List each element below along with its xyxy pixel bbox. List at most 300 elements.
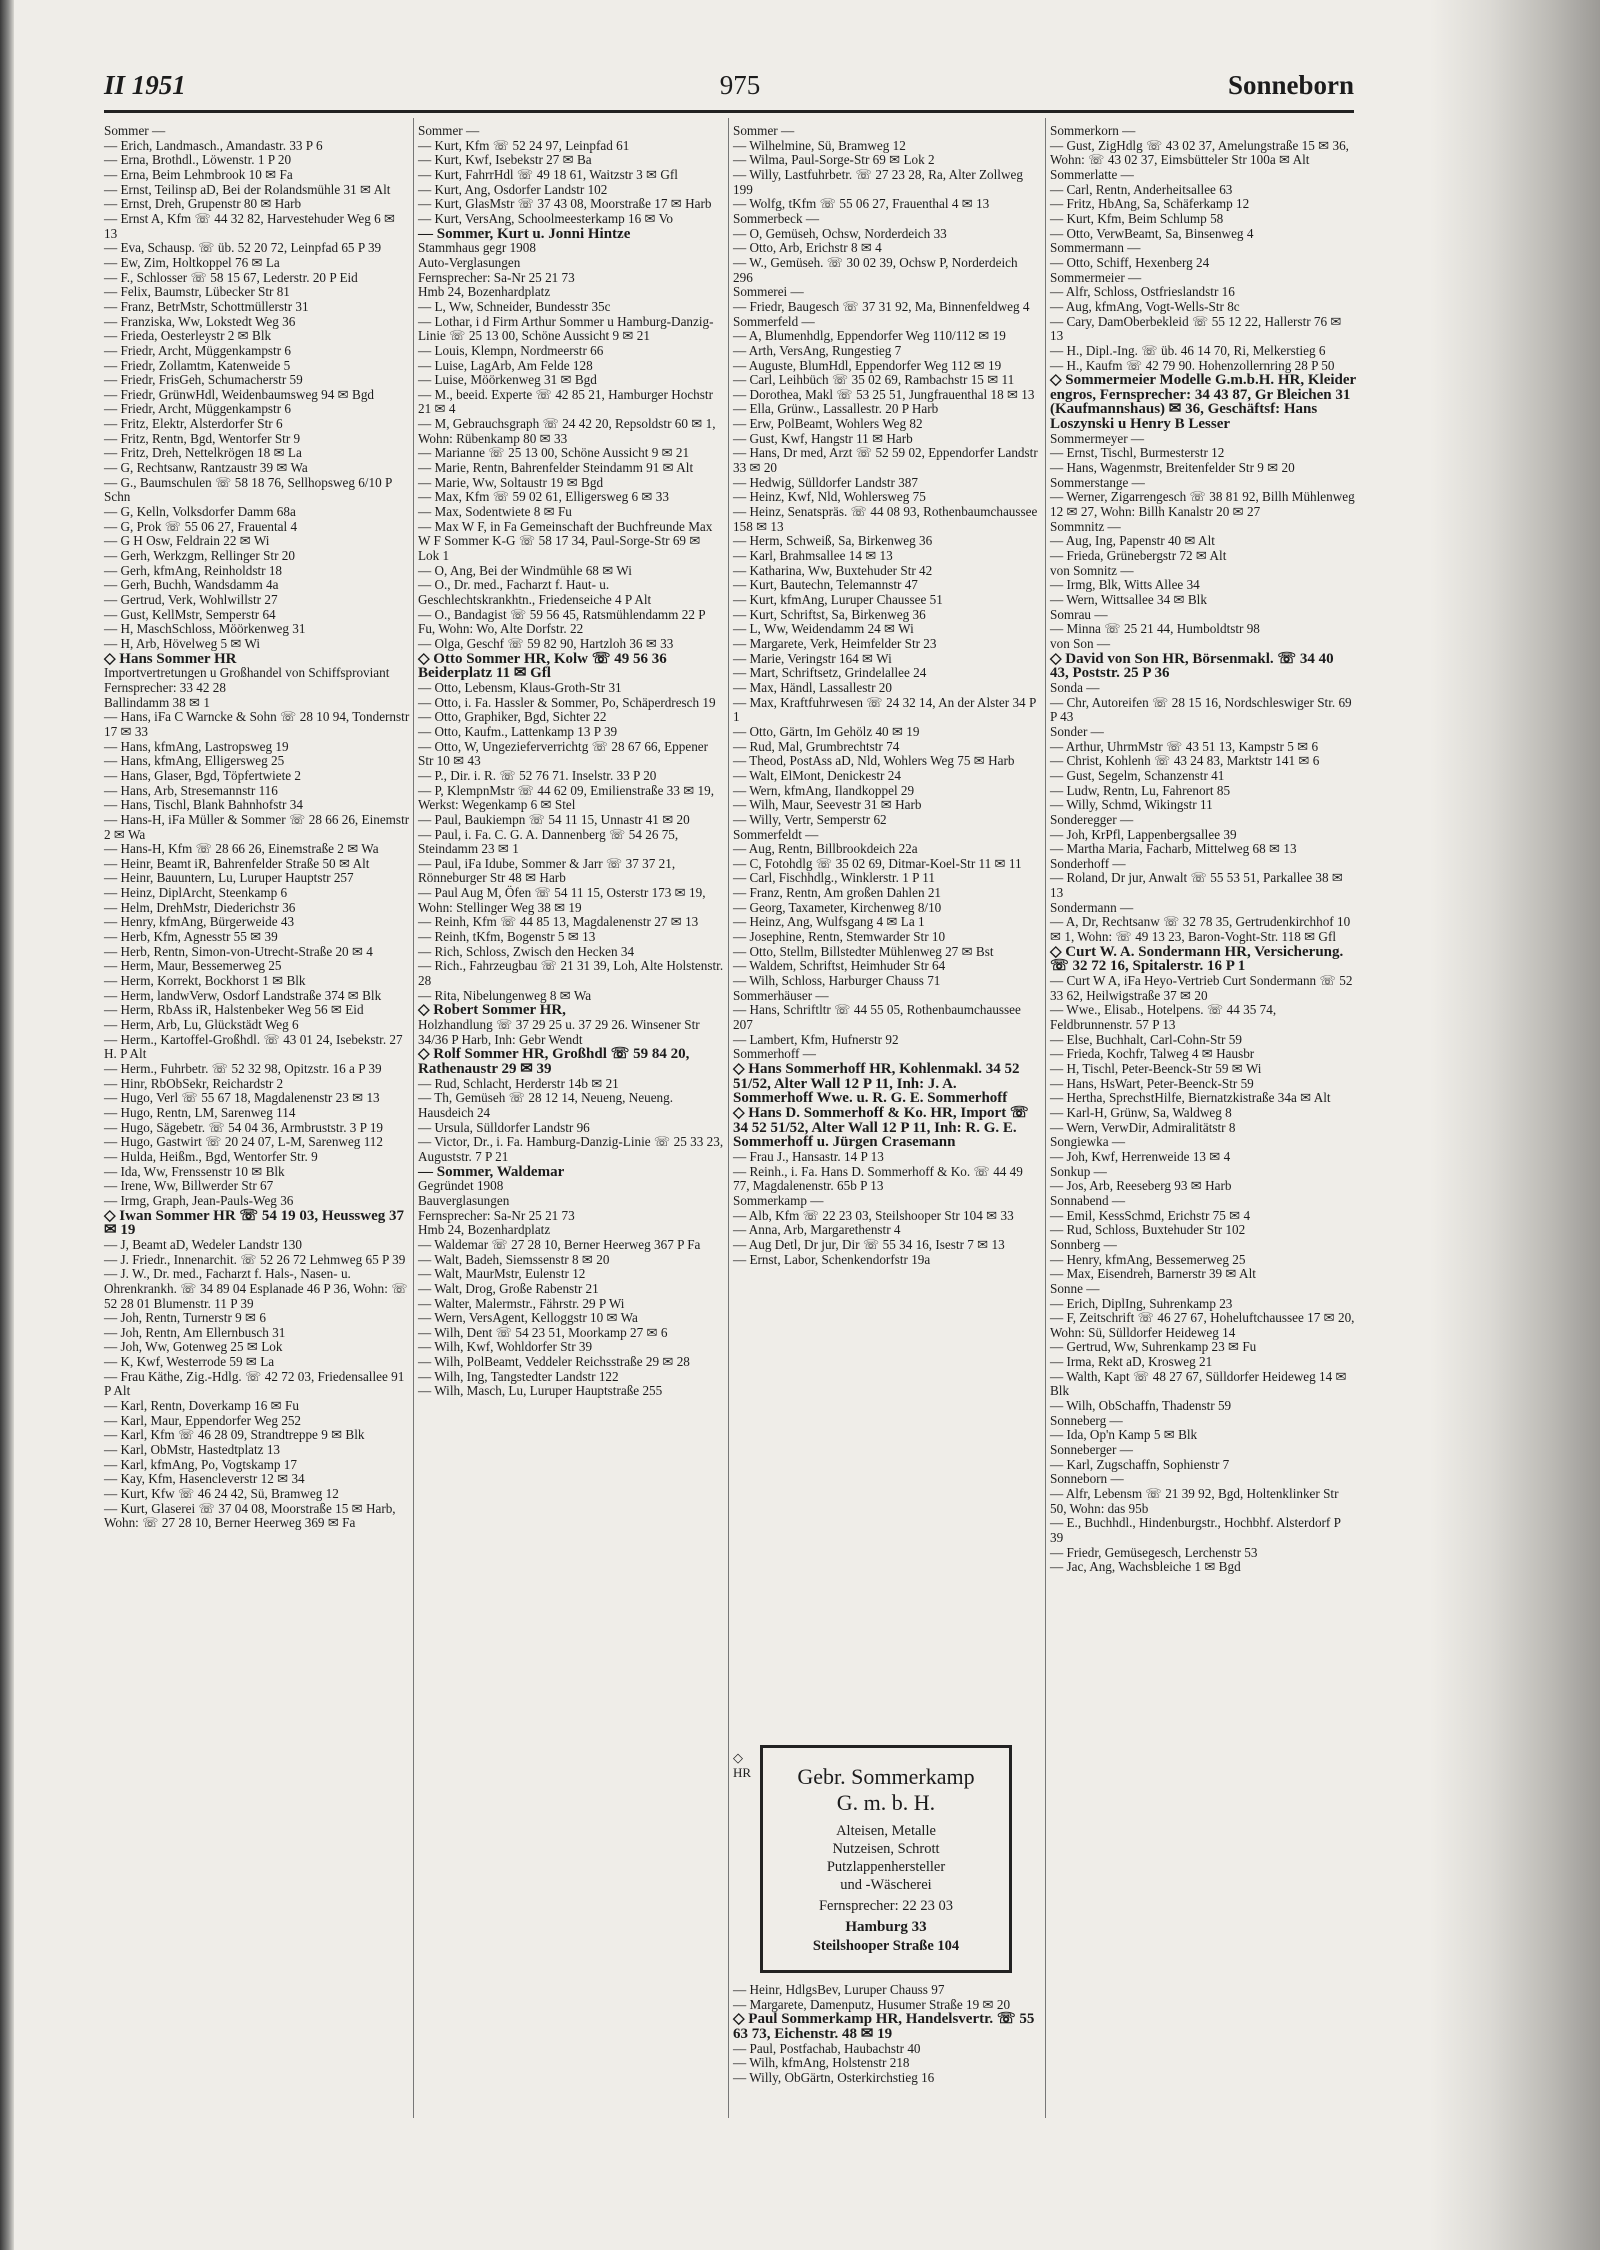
directory-entry: — Max, Kfm ☏ 59 02 61, Elligersweg 6 ✉ 33 xyxy=(418,489,669,505)
directory-entry: ◇ Hans D. Sommerhoff & Ko. HR, Import ☏ 34 52 51/52, Alter Wall 12 P 11, Inh: R. G. E. Sommerhoff u. Jürgen Crasemann xyxy=(733,1104,1029,1151)
directory-entry: — Alb, Kfm ☏ 22 23 03, Steilshooper Str 104 ✉ 33 xyxy=(733,1207,1014,1223)
directory-entry: Ballindamm 38 ✉ 1 xyxy=(104,694,210,710)
directory-entry: — Joh, Rentn, Am Ellernbusch 31 xyxy=(104,1324,286,1340)
directory-entry: — Hertha, SprechstHilfe, Biernatzkistraße 34a ✉ Alt xyxy=(1050,1090,1331,1106)
directory-entry: — H, Arb, Hövelweg 5 ✉ Wi xyxy=(104,635,261,651)
directory-entry: — Otto, Gärtn, Im Gehölz 40 ✉ 19 xyxy=(733,723,920,739)
directory-column-3-continued xyxy=(733,1983,1039,2086)
directory-entry: — P, KlempnMstr ☏ 44 62 09, Emilienstraße 33 ✉ 19, Werkst: Wegenkamp 6 ✉ Stel xyxy=(418,782,715,813)
directory-entry: Sommerei — xyxy=(733,284,804,300)
directory-entry: — Reinh, Kfm ☏ 44 85 13, Magdalenenstr 27 ✉ 13 xyxy=(418,914,699,930)
directory-entry: — Hugo, Sägebetr. ☏ 54 04 36, Armbruststr. 3 P 19 xyxy=(104,1119,384,1135)
directory-entry: — Mart, Schriftsetz, Grindelallee 24 xyxy=(733,665,927,681)
directory-entry: Sonne — xyxy=(1050,1280,1100,1296)
directory-entry: — Sommer, Waldemar xyxy=(418,1163,565,1180)
directory-entry: Sommerfeld — xyxy=(733,313,815,329)
directory-entry: — Heinz, DiplArcht, Steenkamp 6 xyxy=(104,885,288,901)
directory-entry: — Joh, Ww, Gotenweg 25 ✉ Lok xyxy=(104,1339,283,1355)
directory-entry: — Otto, W, Ungezieferverrichtg ☏ 28 67 66, Eppener Str 10 ✉ 43 xyxy=(418,738,709,769)
directory-entry: Hmb 24, Bozenhardplatz xyxy=(418,284,551,300)
directory-entry: — Reinh., i. Fa. Hans D. Sommerhoff & Ko. ☏ 44 49 77, Magdalenenstr. 65b P 13 xyxy=(733,1163,1023,1194)
header-rule xyxy=(104,110,1354,113)
directory-entry: — Emil, KessSchmd, Erichstr 75 ✉ 4 xyxy=(1050,1207,1251,1223)
directory-entry: — Victor, Dr., i. Fa. Hamburg-Danzig-Linie ☏ 25 33 23, Auguststr. 7 P 21 xyxy=(418,1134,724,1164)
directory-entry: — Ernst A, Kfm ☏ 44 32 82, Harvestehuder Weg 6 ✉ 13 xyxy=(104,210,396,241)
directory-entry: — Gust, Segelm, Schanzenstr 41 xyxy=(1050,767,1225,783)
directory-entry: — Wilh, Kwf, Wohldorfer Str 39 xyxy=(418,1339,593,1355)
directory-entry: — P., Dir. i. R. ☏ 52 76 71. Inselstr. 33 P 20 xyxy=(418,767,657,783)
directory-entry: — Hulda, Heißm., Bgd, Wentorfer Str. 9 xyxy=(104,1148,318,1164)
ad-phone: Fernsprecher: 22 23 03 xyxy=(818,1898,954,1914)
directory-entry: — O., Bandagist ☏ 59 56 45, Ratsmühlendamm 22 P Fu, Wohn: Wo, Alte Dorfstr. 22 xyxy=(418,606,706,637)
directory-entry: — Paul Aug M, Öfen ☏ 54 11 15, Osterstr 173 ✉ 19, Wohn: Stellinger Weg 38 ✉ 19 xyxy=(418,885,706,915)
directory-entry: — Marie, Rentn, Bahrenfelder Steindamm 91 ✉ Alt xyxy=(418,460,694,476)
directory-entry: — Hans, Tischl, Blank Bahnhofstr 34 xyxy=(104,797,303,813)
directory-entry: ◇ Rolf Sommer HR, Großhdl ☏ 59 84 20, Rathenaustr 29 ✉ 39 xyxy=(418,1046,690,1077)
directory-entry: — Wilh, ObSchaffn, Thadenstr 59 xyxy=(1050,1398,1232,1414)
directory-entry: — Herm., Kartoffel-Großhdl. ☏ 43 01 24, Isebekstr. 27 H. P Alt xyxy=(104,1031,403,1062)
directory-entry: — Paul, Postfachab, Haubachstr 40 xyxy=(733,2040,921,2056)
directory-entry: — Rich., Fahrzeugbau ☏ 21 31 39, Loh, Alte Holstenstr. 28 xyxy=(418,958,724,989)
directory-entry: — Max, Sodentwiete 8 ✉ Fu xyxy=(418,504,572,520)
directory-entry: — Kurt, Kfm, Beim Schlump 58 xyxy=(1050,210,1224,226)
directory-entry: — Hans, Dr med, Arzt ☏ 52 59 02, Eppendorfer Landstr 33 ✉ 20 xyxy=(733,445,1038,476)
directory-entry: — Erna, Brothdl., Löwenstr. 1 P 20 xyxy=(104,152,292,168)
directory-entry: — Chr, Autoreifen ☏ 28 15 16, Nordschleswiger Str. 69 P 43 xyxy=(1050,694,1352,725)
directory-entry: Holzhandlung ☏ 37 29 25 u. 37 29 26. Winsener Str 34/36 P Harb, Inh: Gebr Wendt xyxy=(418,1017,700,1047)
directory-entry: — Ida, Ww, Frenssenstr 10 ✉ Blk xyxy=(104,1163,285,1179)
directory-column-3 xyxy=(733,124,1039,1267)
directory-entry: — Karl, ObMstr, Hastedtplatz 13 xyxy=(104,1442,281,1458)
directory-entry: — Max, Händl, Lassallestr 20 xyxy=(733,679,892,695)
directory-entry: — Willy, Vertr, Semperstr 62 xyxy=(733,811,887,827)
directory-entry: — Gerh, kfmAng, Reinholdstr 18 xyxy=(104,562,283,578)
directory-entry: — Kurt, Glaserei ☏ 37 04 08, Moorstraße 15 ✉ Harb, Wohn: ☏ 27 28 10, Berner Heerweg 369 ✉ Fa xyxy=(104,1500,396,1531)
directory-entry: — L, Ww, Schneider, Bundesstr 35c xyxy=(418,298,611,314)
directory-entry: — Wern, VerwDir, Admiralitätstr 8 xyxy=(1050,1119,1236,1135)
directory-entry: — Kurt, Kfm ☏ 52 24 97, Leinpfad 61 xyxy=(418,137,630,153)
directory-entry: — Otto, Stellm, Billstedter Mühlenweg 27 ✉ Bst xyxy=(733,943,994,959)
ad-street: Steilshooper Straße 104 xyxy=(812,1938,960,1954)
column-divider xyxy=(413,118,414,2118)
directory-entry: — Wilh, Schloss, Harburger Chauss 71 xyxy=(733,973,941,989)
directory-entry: Sonderegger — xyxy=(1050,811,1134,827)
directory-entry: — Fritz, Rentn, Bgd, Wentorfer Str 9 xyxy=(104,430,301,446)
directory-entry: — Otto, i. Fa. Hassler & Sommer, Po, Schäperdresch 19 xyxy=(418,694,716,710)
directory-entry: — Hans, HsWart, Peter-Beenck-Str 59 xyxy=(1050,1075,1254,1091)
directory-entry: — G., Baumschulen ☏ 58 18 76, Sellhopsweg 6/10 P Schn xyxy=(104,474,392,505)
directory-entry: Importvertretungen u Großhandel von Schiffsproviant xyxy=(104,665,390,681)
ad-service-line: Putzlappenhersteller xyxy=(826,1859,946,1875)
directory-entry: — K, Kwf, Westerrode 59 ✉ La xyxy=(104,1354,275,1370)
directory-entry: — G, Prok ☏ 55 06 27, Frauental 4 xyxy=(104,518,298,534)
directory-entry: ◇ Robert Sommer HR, xyxy=(418,1002,566,1019)
directory-entry: — Rud, Schlacht, Herderstr 14b ✉ 21 xyxy=(418,1075,619,1091)
directory-entry: — Arth, VersAng, Rungestieg 7 xyxy=(733,342,902,358)
directory-entry: — Karl, Brahmsallee 14 ✉ 13 xyxy=(733,548,893,564)
directory-entry: — Friedr, Baugesch ☏ 37 31 92, Ma, Binnenfeldweg 4 xyxy=(733,298,1030,314)
directory-entry: — Hans, Arb, Stresemannstr 116 xyxy=(104,782,278,798)
directory-entry: — M., beeid. Experte ☏ 42 85 21, Hamburger Hochstr 21 ✉ 4 xyxy=(418,386,713,417)
directory-entry: ◇ Paul Sommerkamp HR, Handelsvertr. ☏ 55 63 73, Eichenstr. 48 ✉ 19 xyxy=(733,2011,1035,2042)
directory-entry: Stammhaus gegr 1908 xyxy=(418,240,536,256)
directory-entry: ◇ Iwan Sommer HR ☏ 54 19 03, Heussweg 37 ✉ 19 xyxy=(104,1207,405,1239)
directory-entry: — Kurt, GlasMstr ☏ 37 43 08, Moorstraße 17 ✉ Harb xyxy=(418,196,712,212)
directory-entry: — Wilh, kfmAng, Holstenstr 218 xyxy=(733,2055,910,2071)
directory-entry: — Carl, Fischhdlg., Winklerstr. 1 P 11 xyxy=(733,870,935,886)
directory-entry: — G, Kelln, Volksdorfer Damm 68a xyxy=(104,504,296,520)
directory-entry: — Otto, Lebensm, Klaus-Groth-Str 31 xyxy=(418,679,622,695)
directory-entry: — Reinh, tKfm, Bogenstr 5 ✉ 13 xyxy=(418,929,596,945)
ad-service-line: Alteisen, Metalle xyxy=(836,1823,936,1839)
directory-entry: — Karl-H, Grünw, Sa, Waldweg 8 xyxy=(1050,1104,1232,1120)
directory-entry: — Herm, Korrekt, Bockhorst 1 ✉ Blk xyxy=(104,973,306,989)
directory-entry: — Gertrud, Verk, Wohlwillstr 27 xyxy=(104,592,278,607)
directory-entry: — Sommer, Kurt u. Jonni Hintze xyxy=(418,225,631,242)
directory-entry: — Joh, Rentn, Turnerstr 9 ✉ 6 xyxy=(104,1310,266,1326)
directory-entry: — Wolfg, tKfm ☏ 55 06 27, Frauenthal 4 ✉ 13 xyxy=(733,196,990,212)
directory-entry: — Roland, Dr jur, Anwalt ☏ 55 53 51, Parkallee 38 ✉ 13 xyxy=(1050,870,1343,901)
directory-entry: — Ernst, Dreh, Grupenstr 80 ✉ Harb xyxy=(104,196,302,212)
directory-entry: — C, Fotohdlg ☏ 35 02 69, Ditmar-Koel-Str 11 ✉ 11 xyxy=(733,855,1022,871)
directory-entry: — L, Ww, Weidendamm 24 ✉ Wi xyxy=(733,621,914,637)
directory-entry: Sommermann — xyxy=(1050,240,1141,256)
directory-entry: — Ella, Grünw., Lassallestr. 20 P Harb xyxy=(733,401,939,417)
directory-entry: — Fritz, HbAng, Sa, Schäferkamp 12 xyxy=(1050,196,1250,212)
directory-entry: — W., Gemüseh. ☏ 30 02 39, Ochsw P, Norderdeich 296 xyxy=(733,254,1018,285)
directory-entry: — Joh, Kwf, Herrenweide 13 ✉ 4 xyxy=(1050,1148,1231,1164)
directory-entry: — Kurt, Ang, Osdorfer Landstr 102 xyxy=(418,181,608,197)
directory-entry: — O, Ang, Bei der Windmühle 68 ✉ Wi xyxy=(418,562,632,578)
directory-entry: — Herm, Arb, Lu, Glückstädt Weg 6 xyxy=(104,1017,299,1033)
directory-entry: — Hans, Wagenmstr, Breitenfelder Str 9 ✉ 20 xyxy=(1050,460,1295,476)
directory-entry: — Ida, Op'n Kamp 5 ✉ Blk xyxy=(1050,1427,1198,1443)
directory-entry: — Max, Eisendreh, Barnerstr 39 ✉ Alt xyxy=(1050,1266,1256,1282)
directory-entry: — Karl, Maur, Eppendorfer Weg 252 xyxy=(104,1412,302,1428)
directory-entry: Sonder — xyxy=(1050,723,1104,739)
directory-entry: — Gust, KellMstr, Semperstr 64 xyxy=(104,606,276,622)
directory-entry: — Louis, Klempn, Nordmeerstr 66 xyxy=(418,342,604,358)
ad-service-line: Nutzeisen, Schrott xyxy=(832,1841,940,1857)
directory-entry: — Herm, RbAss iR, Halstenbeker Weg 56 ✉ Eid xyxy=(104,1002,364,1018)
header-page-number: 975 xyxy=(719,70,761,100)
directory-entry: — Fritz, Dreh, Nettelkrögen 18 ✉ La xyxy=(104,445,302,461)
ad-company-name: Gebr. Sommerkamp xyxy=(797,1764,975,1789)
directory-entry: — Gerh, Werkzgm, Rellinger Str 20 xyxy=(104,548,295,564)
directory-entry: — Otto, Arb, Erichstr 8 ✉ 4 xyxy=(733,240,882,256)
directory-entry: — Lambert, Kfm, Hufnerstr 92 xyxy=(733,1031,899,1047)
directory-entry: Sonneberger — xyxy=(1050,1442,1133,1458)
ad-marker: ◇ HR xyxy=(733,1750,752,1780)
directory-entry: — Fritz, Elektr, Alsterdorfer Str 6 xyxy=(104,416,283,432)
directory-entry: — Wern, Wittsallee 34 ✉ Blk xyxy=(1050,592,1207,607)
directory-entry: — Luise, LagArb, Am Felde 128 xyxy=(418,357,593,373)
directory-entry: — Walt, MaurMstr, Eulenstr 12 xyxy=(418,1266,586,1282)
directory-entry: — Heinz, Kwf, Nld, Wohlersweg 75 xyxy=(733,489,926,505)
directory-entry: — Waldemar ☏ 27 28 10, Berner Heerweg 367 P Fa xyxy=(418,1236,701,1252)
directory-entry: — Max W F, in Fa Gemeinschaft der Buchfreunde Max W F Sommer K-G ☏ 58 17 34, Paul-Sorge-Str 69 ✉ Lok 1 xyxy=(418,518,713,564)
directory-entry: — Heinz, Ang, Wulfsgang 4 ✉ La 1 xyxy=(733,914,925,930)
directory-entry: Bauverglasungen xyxy=(418,1192,510,1208)
directory-entry: — J. Friedr., Innenarchit. ☏ 52 26 72 Lehmweg 65 P 39 xyxy=(104,1251,406,1267)
directory-entry: — Otto, Kaufm., Lattenkamp 13 P 39 xyxy=(418,723,618,739)
directory-entry: — Herm., Fuhrbetr. ☏ 52 32 98, Opitzstr. 16 a P 39 xyxy=(104,1061,382,1076)
directory-entry: ◇ Otto Sommer HR, Kolw ☏ 49 56 36 Beiderplatz 11 ✉ Gfl xyxy=(418,650,667,682)
directory-entry: — Karl, Rentn, Doverkamp 16 ✉ Fu xyxy=(104,1398,299,1414)
directory-entry: — Erna, Beim Lehmbrook 10 ✉ Fa xyxy=(104,166,293,182)
directory-entry: — Walter, Malermstr., Fährstr. 29 P Wi xyxy=(418,1295,625,1311)
directory-entry: — Henry, kfmAng, Bürgerweide 43 xyxy=(104,914,295,930)
directory-entry: Sommerstange — xyxy=(1050,474,1145,490)
directory-entry: Sonnabend — xyxy=(1050,1192,1126,1208)
ad-services xyxy=(763,1822,1009,1894)
directory-entry: — Kurt, Kfw ☏ 46 24 42, Sü, Bramweg 12 xyxy=(104,1486,339,1502)
directory-entry: — Paul, iFa Idube, Sommer & Jarr ☏ 37 37 21, Rönneburger Str 48 ✉ Harb xyxy=(418,855,676,886)
directory-entry: — Karl, Zugschaffn, Sophienstr 7 xyxy=(1050,1456,1230,1472)
directory-entry: — Hedwig, Sülldorfer Landstr 387 xyxy=(733,474,918,490)
directory-entry: — Frieda, Grünebergstr 72 ✉ Alt xyxy=(1050,548,1227,564)
directory-entry: — Carl, Leihbüch ☏ 35 02 69, Rambachstr 15 ✉ 11 xyxy=(733,372,1015,388)
directory-entry: — Irmg, Graph, Jean-Pauls-Weg 36 xyxy=(104,1192,294,1208)
directory-entry: Sommer — xyxy=(418,123,480,138)
directory-entry: — Otto, Schiff, Hexenberg 24 xyxy=(1050,254,1210,270)
directory-entry: — Rud, Schloss, Buxtehuder Str 102 xyxy=(1050,1222,1246,1238)
directory-entry: — Kay, Kfm, Hasencleverstr 12 ✉ 34 xyxy=(104,1471,305,1487)
directory-entry: — Theod, PostAss aD, Nld, Wohlers Weg 75 ✉ Harb xyxy=(733,753,1015,769)
directory-entry: ◇ David von Son HR, Börsenmakl. ☏ 34 40 43, Poststr. 25 P 36 xyxy=(1050,650,1334,682)
directory-entry: — Irmg, Blk, Witts Allee 34 xyxy=(1050,577,1200,593)
directory-entry: Sommerkorn — xyxy=(1050,123,1136,138)
directory-entry: — Hans, Glaser, Bgd, Töpfertwiete 2 xyxy=(104,767,301,783)
directory-entry: — Kurt, Bautechn, Telemannstr 47 xyxy=(733,577,918,593)
directory-entry: — Kurt, FahrrHdl ☏ 49 18 61, Waitzstr 3 ✉ Gfl xyxy=(418,166,678,182)
directory-entry: — Franz, Rentn, Am großen Dahlen 21 xyxy=(733,885,942,901)
directory-entry: — Paul, i. Fa. C. G. A. Dannenberg ☏ 54 26 75, Steindamm 23 ✉ 1 xyxy=(418,826,679,857)
directory-entry: — Friedr, GrünwHdl, Weidenbaumsweg 94 ✉ Bgd xyxy=(104,386,375,402)
directory-entry: — Walt, ElMont, Denickestr 24 xyxy=(733,767,901,783)
directory-entry: — Lothar, i d Firm Arthur Sommer u Hamburg-Danzig-Linie ☏ 25 13 00, Schöne Aussicht 9 ✉ 21 xyxy=(418,313,714,344)
directory-entry: — Wilh, Masch, Lu, Luruper Hauptstraße 255 xyxy=(418,1383,663,1399)
directory-entry: — Hans-H, iFa Müller & Sommer ☏ 28 66 26, Einemstr 2 ✉ Wa xyxy=(104,811,410,842)
directory-entry: Hmb 24, Bozenhardplatz xyxy=(418,1222,551,1238)
directory-entry: — Wilh, Maur, Seevestr 31 ✉ Harb xyxy=(733,797,922,813)
directory-entry: — Frieda, Oesterleystr 2 ✉ Blk xyxy=(104,328,272,344)
directory-entry: Sommerbeck — xyxy=(733,210,820,226)
directory-entry: — Wilma, Paul-Sorge-Str 69 ✉ Lok 2 xyxy=(733,152,935,168)
directory-entry: — A, Dr, Rechtsanw ☏ 32 78 35, Gertrudenkirchhof 10 ✉ 1, Wohn: ☏ 49 13 23, Baron-Voght-Str. 118 ✉ Gfl xyxy=(1050,914,1351,945)
directory-entry: Sonneborn — xyxy=(1050,1471,1124,1487)
directory-entry: — Ursula, Sülldorfer Landstr 96 xyxy=(418,1119,590,1135)
directory-entry: — Willy, Lastfuhrbetr. ☏ 27 23 28, Ra, Alter Zollweg 199 xyxy=(733,166,1023,197)
directory-entry: Sommerhäuser — xyxy=(733,987,829,1003)
directory-entry: Sommermeyer — xyxy=(1050,430,1145,446)
directory-entry: — Auguste, BlumHdl, Eppendorfer Weg 112 ✉ 19 xyxy=(733,357,1002,373)
page-header xyxy=(104,70,1354,110)
column-divider xyxy=(1045,118,1046,2118)
directory-entry: — Willy, ObGärtn, Osterkirchstieg 16 xyxy=(733,2069,935,2085)
directory-entry: — F, Zeitschrift ☏ 46 27 67, Hoheluftchaussee 17 ✉ 20, Wohn: Sü, Sülldorfer Heideweg 14 xyxy=(1050,1310,1355,1340)
directory-entry: — Herm, Maur, Bessemerweg 25 xyxy=(104,958,282,974)
directory-entry: — Friedr, Archt, Müggenkampstr 6 xyxy=(104,401,291,417)
sommerkamp-advertisement xyxy=(760,1745,1012,1973)
directory-entry: — Hans, kfmAng, Elligersweg 25 xyxy=(104,753,285,769)
page-edge-shadow xyxy=(1430,0,1600,2250)
directory-entry: — Marie, Ww, Soltaustr 19 ✉ Bgd xyxy=(418,474,604,490)
directory-entry: — Georg, Taxameter, Kirchenweg 8/10 xyxy=(733,899,942,915)
directory-entry: — Otto, Graphiker, Bgd, Sichter 22 xyxy=(418,709,607,725)
directory-entry: — Wilhelmine, Sü, Bramweg 12 xyxy=(733,137,906,153)
directory-entry: — Franz, BetrMstr, Schottmüllerstr 31 xyxy=(104,298,309,314)
directory-entry: von Son — xyxy=(1050,635,1111,651)
directory-entry: Fernsprecher: Sa-Nr 25 21 73 xyxy=(418,269,575,285)
directory-entry: Sommerhoff — xyxy=(733,1046,816,1062)
directory-entry: — H, MaschSchloss, Möörkenweg 31 xyxy=(104,621,306,637)
directory-entry: — Friedr, Archt, Müggenkampstr 6 xyxy=(104,342,291,358)
directory-entry: — H., Dipl.-Ing. ☏ üb. 46 14 70, Ri, Melkerstieg 6 xyxy=(1050,342,1326,358)
directory-entry: von Somnitz — xyxy=(1050,562,1134,578)
directory-entry: — Cary, DamOberbekleid ☏ 55 12 22, Hallerstr 76 ✉ 13 xyxy=(1050,313,1342,344)
header-volume-year: II 1951 xyxy=(104,70,186,100)
directory-entry: — Arthur, UhrmMstr ☏ 43 51 13, Kampstr 5 ✉ 6 xyxy=(1050,738,1319,754)
directory-entry: — Herm, Schweiß, Sa, Birkenweg 36 xyxy=(733,533,933,549)
directory-entry: — Margarete, Verk, Heimfelder Str 23 xyxy=(733,635,937,651)
directory-entry: — Margarete, Damenputz, Husumer Straße 19 ✉ 20 xyxy=(733,1996,1011,2012)
directory-entry: Songiewka — xyxy=(1050,1134,1126,1150)
directory-entry: — Werner, Zigarrengesch ☏ 38 81 92, Billh Mühlenweg 12 ✉ 27, Wohn: Billh Kanalstr 20 ✉ 27 xyxy=(1050,489,1355,520)
directory-column-4 xyxy=(1050,124,1356,1575)
directory-entry: — Max, Kraftfuhrwesen ☏ 24 32 14, An der Alster 34 P 1 xyxy=(733,694,1036,725)
directory-entry: — Willy, Schmd, Wikingstr 11 xyxy=(1050,797,1213,813)
directory-entry: — Christ, Kohlenh ☏ 43 24 83, Marktstr 141 ✉ 6 xyxy=(1050,753,1320,769)
directory-entry: — Frau J., Hansastr. 14 P 13 xyxy=(733,1148,884,1164)
directory-entry: — Felix, Baumstr, Lübecker Str 81 xyxy=(104,284,290,300)
directory-entry: — Carl, Rentn, Anderheitsallee 63 xyxy=(1050,181,1233,197)
directory-entry: — Ew, Zim, Holtkoppel 76 ✉ La xyxy=(104,254,280,270)
directory-entry: Gegründet 1908 xyxy=(418,1178,504,1194)
directory-entry: — Kurt, Kwf, Isebekstr 27 ✉ Ba xyxy=(418,152,592,168)
directory-entry: — Wwe., Elisab., Hotelpens. ☏ 44 35 74, Feldbrunnenstr. 57 P 13 xyxy=(1050,1002,1277,1033)
ad-service-line: und -Wäscherei xyxy=(840,1877,932,1893)
directory-entry: — Walt, Badeh, Siemssenstr 8 ✉ 20 xyxy=(418,1251,610,1267)
directory-entry: — Friedr, Gemüsegesch, Lerchenstr 53 xyxy=(1050,1544,1258,1560)
directory-entry: — Wern, VersAgent, Kelloggstr 10 ✉ Wa xyxy=(418,1310,638,1326)
directory-entry: — Henry, kfmAng, Bessemerweg 25 xyxy=(1050,1251,1246,1267)
directory-entry: — Th, Gemüseh ☏ 28 12 14, Neueng, Neueng. Hausdeich 24 xyxy=(418,1090,674,1120)
directory-entry: — Ernst, Labor, Schenkendorfstr 19a xyxy=(733,1251,931,1267)
directory-entry: — E., Buchhdl., Hindenburgstr., Hochbhf. Alsterdorf P 39 xyxy=(1050,1515,1341,1545)
directory-entry: — Wern, kfmAng, Ilandkoppel 29 xyxy=(733,782,915,798)
page-binding xyxy=(0,0,14,2250)
directory-entry: Sommer — xyxy=(733,123,795,138)
directory-entry: — Aug, Rentn, Billbrookdeich 22a xyxy=(733,841,918,857)
directory-entry: — Franziska, Ww, Lokstedt Weg 36 xyxy=(104,313,296,329)
directory-entry: — Josephine, Rentn, Stemwarder Str 10 xyxy=(733,929,946,945)
ad-company-form: G. m. b. H. xyxy=(836,1790,936,1815)
directory-entry: — Herb, Rentn, Simon-von-Utrecht-Straße 20 ✉ 4 xyxy=(104,943,373,959)
directory-entry: Sommerfeldt — xyxy=(733,826,819,842)
directory-entry: — Wilh, Dent ☏ 54 23 51, Moorkamp 27 ✉ 6 xyxy=(418,1324,668,1340)
directory-entry: — Ernst, Tischl, Burmesterstr 12 xyxy=(1050,445,1225,461)
directory-entry: — O., Dr. med., Facharzt f. Haut- u. Geschlechtskrankhtn., Friedenseiche 4 P Alt xyxy=(418,577,652,607)
directory-entry: Sonneberg — xyxy=(1050,1412,1123,1428)
directory-entry: — A, Blumenhdlg, Eppendorfer Weg 110/112 ✉ 19 xyxy=(733,328,1006,344)
directory-entry: — Gertrud, Ww, Suhrenkamp 23 ✉ Fu xyxy=(1050,1339,1257,1355)
directory-entry: Sondermann — xyxy=(1050,899,1134,915)
directory-entry: — Anna, Arb, Margarethenstr 4 xyxy=(733,1222,901,1238)
directory-entry: — Hugo, Gastwirt ☏ 20 24 07, L-M, Sarenweg 112 xyxy=(104,1134,383,1150)
directory-column-2 xyxy=(418,124,724,1399)
directory-entry: — Heinr, HdlgsBev, Luruper Chauss 97 xyxy=(733,1982,945,1997)
directory-entry: — Helm, DrehMstr, Diederichstr 36 xyxy=(104,899,296,915)
directory-entry: — Frieda, Kochfr, Talweg 4 ✉ Hausbr xyxy=(1050,1046,1255,1062)
directory-entry: — Friedr, Zollamtm, Katenweide 5 xyxy=(104,357,291,373)
directory-entry: Fernsprecher: 33 42 28 xyxy=(104,679,226,695)
directory-entry: — Erich, Landmasch., Amandastr. 33 P 6 xyxy=(104,137,323,153)
directory-entry: — Hans, Schriftltr ☏ 44 55 05, Rothenbaumchaussee 207 xyxy=(733,1002,1021,1033)
directory-entry: — Minna ☏ 25 21 44, Humboldtstr 98 xyxy=(1050,621,1260,637)
directory-entry: — Hugo, Verl ☏ 55 67 18, Magdalenenstr 23 ✉ 13 xyxy=(104,1090,380,1106)
ad-city: Hamburg 33 xyxy=(845,1919,927,1935)
directory-entry: — Kurt, Schriftst, Sa, Birkenweg 36 xyxy=(733,606,926,622)
directory-entry: — Irma, Rekt aD, Krosweg 21 xyxy=(1050,1354,1213,1370)
directory-entry: Sommerlatte — xyxy=(1050,166,1134,182)
directory-entry: Somrau — xyxy=(1050,606,1108,622)
directory-entry: — Kurt, kfmAng, Luruper Chaussee 51 xyxy=(733,592,943,607)
directory-entry: Sonderhoff — xyxy=(1050,855,1126,871)
directory-entry: — Marie, Veringstr 164 ✉ Wi xyxy=(733,650,892,666)
directory-entry: — Erich, DiplIng, Suhrenkamp 23 xyxy=(1050,1295,1233,1311)
directory-entry: — Martha Maria, Facharb, Mittelweg 68 ✉ 13 xyxy=(1050,841,1297,857)
directory-entry: — Curt W A, iFa Heyo-Vertrieb Curt Sondermann ☏ 52 33 62, Heilwigstraße 37 ✉ 20 xyxy=(1050,973,1353,1003)
directory-entry: ◇ Curt W. A. Sondermann HR, Versicherung. ☏ 32 72 16, Spitalerstr. 16 P 1 xyxy=(1050,943,1344,975)
directory-entry: — Hans, iFa C Warncke & Sohn ☏ 28 10 94, Tondernstr 17 ✉ 33 xyxy=(104,709,410,739)
directory-entry: — Rich, Schloss, Zwisch den Hecken 34 xyxy=(418,943,635,959)
directory-entry: — Alfr, Lebensm ☏ 21 39 92, Bgd, Holtenklinker Str 50, Wohn: das 95b xyxy=(1050,1486,1339,1516)
directory-entry: ◇ Hans Sommer HR xyxy=(104,650,237,667)
directory-entry: — Marianne ☏ 25 13 00, Schöne Aussicht 9 ✉ 21 xyxy=(418,445,690,461)
directory-entry: ◇ Hans Sommerhoff HR, Kohlenmakl. 34 52 51/52, Alter Wall 12 P 11, Inh: J. A. Sommerhoff Wwe. u. R. G. E. Sommerhoff xyxy=(733,1061,1020,1107)
directory-entry: — O, Gemüseh, Ochsw, Norderdeich 33 xyxy=(733,225,947,241)
directory-entry: — Friedr, FrisGeh, Schumacherstr 59 xyxy=(104,372,303,388)
directory-entry: — Karl, Kfm ☏ 46 28 09, Strandtreppe 9 ✉ Blk xyxy=(104,1427,365,1443)
directory-entry: ◇ Sommermeier Modelle G.m.b.H. HR, Kleider engros, Fernsprecher: 34 43 87, Gr Bleichen 31 (Kaufmannshaus) ✉ 36, Geschäftsf: Hans Loszynski u Henry B Lesser xyxy=(1050,372,1356,433)
header-running-name: Sonneborn xyxy=(1227,70,1354,100)
directory-entry: — Jos, Arb, Reeseberg 93 ✉ Harb xyxy=(1050,1178,1232,1194)
directory-entry: — F., Schlosser ☏ 58 15 67, Lederstr. 20 P Eid xyxy=(104,269,358,285)
directory-entry: — Aug Detl, Dr jur, Dir ☏ 55 34 16, Isestr 7 ✉ 13 xyxy=(733,1236,1005,1252)
directory-entry: — Erw, PolBeamt, Wohlers Weg 82 xyxy=(733,416,923,432)
directory-entry: — H., Kaufm ☏ 42 79 90. Hohenzollernring 28 P 50 xyxy=(1050,357,1335,373)
directory-entry: — J. W., Dr. med., Facharzt f. Hals-, Nasen- u. Ohrenkrankh. ☏ 34 89 04 Esplanade 46 P 36, Wohn: ☏ 52 28 01 Blumenstr. 11 P 39 xyxy=(104,1266,408,1311)
directory-entry: — Karl, kfmAng, Po, Vogtskamp 17 xyxy=(104,1456,297,1472)
directory-entry: — Wilh, Ing, Tangstedter Landstr 122 xyxy=(418,1368,619,1384)
directory-entry: — Waldem, Schriftst, Heimhuder Str 64 xyxy=(733,958,946,974)
directory-entry: — Hugo, Rentn, LM, Sarenweg 114 xyxy=(104,1104,296,1120)
directory-entry: — Else, Buchhalt, Carl-Cohn-Str 59 xyxy=(1050,1031,1242,1047)
directory-entry: — Joh, KrPfl, Lappenbergsallee 39 xyxy=(1050,826,1237,842)
directory-entry: — Heinr, Beamt iR, Bahrenfelder Straße 50 ✉ Alt xyxy=(104,855,370,871)
directory-entry: — Gust, Kwf, Hangstr 11 ✉ Harb xyxy=(733,430,913,446)
directory-entry: Fernsprecher: Sa-Nr 25 21 73 xyxy=(418,1207,575,1223)
directory-entry: — Paul, Baukiempn ☏ 54 11 15, Unnastr 41 ✉ 20 xyxy=(418,811,690,827)
directory-entry: — M, Gebrauchsgraph ☏ 24 42 20, Repsoldstr 60 ✉ 1, Wohn: Rübenkamp 80 ✉ 33 xyxy=(418,416,716,446)
directory-entry: — Walth, Kapt ☏ 48 27 67, Sülldorfer Heideweg 14 ✉ Blk xyxy=(1050,1368,1347,1399)
directory-entry: — Heinz, Senatspräs. ☏ 44 08 93, Rothenbaumchaussee 158 ✉ 13 xyxy=(733,504,1038,534)
directory-entry: — H, Tischl, Peter-Beenck-Str 59 ✉ Wi xyxy=(1050,1061,1262,1076)
directory-entry: — Rita, Nibelungenweg 8 ✉ Wa xyxy=(418,987,592,1003)
directory-entry: Sonda — xyxy=(1050,679,1100,695)
directory-entry: Sonnberg — xyxy=(1050,1236,1117,1252)
